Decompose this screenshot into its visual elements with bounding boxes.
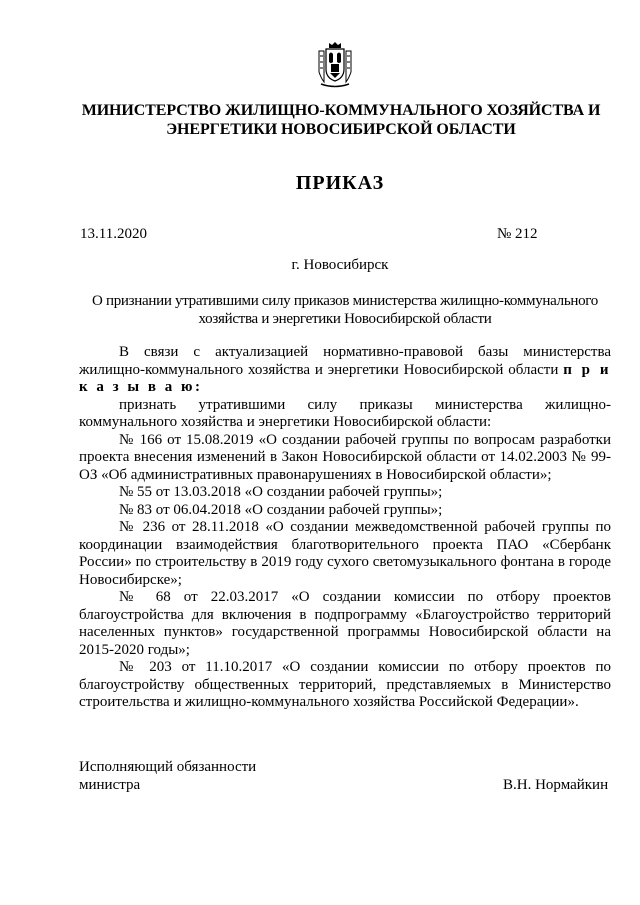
- order-city: г. Новосибирск: [291, 257, 389, 273]
- intro-text: В связи с актуализацией нормативно-правовой базы министерства жилищно-коммунального хозяйства и энергетики Новосибирской области: [79, 344, 611, 378]
- coat-of-arms-icon: [317, 42, 353, 88]
- decision-paragraph: признать утратившими силу приказы министерства жилищно-коммунального хозяйства и энергетики Новосибирской области:: [79, 396, 611, 430]
- order-number: № 212: [497, 226, 538, 242]
- ministry-name: [60, 101, 622, 139]
- order-date: 13.11.2020: [80, 226, 147, 242]
- document-title: ПРИКАЗ: [295, 172, 385, 194]
- ministry-name-line1: МИНИСТЕРСТВО ЖИЛИЩНО-КОММУНАЛЬНОГО ХОЗЯЙСТВА И: [81, 102, 601, 119]
- intro-paragraph: [79, 344, 611, 397]
- signatory-position-line1: Исполняющий обязанности: [79, 759, 257, 775]
- list-item: № 55 от 13.03.2018 «О создании рабочей группы»;: [119, 484, 443, 500]
- list-item: № 68 от 22.03.2017 «О создании комиссии по отбору проектов благоустройства для включения в подпрограмму «Благоустройство территорий населенных пунктов» государственной программы Новосибирской области на 2015-2020 годы»;: [79, 589, 611, 658]
- signatory-position-line2: министра: [79, 777, 141, 793]
- order-word: п р и к а з ы в а ю:: [79, 361, 611, 395]
- signatory-name: В.Н. Нормайкин: [503, 777, 609, 793]
- order-subject: О признании утратившими силу приказов министерства жилищно-коммунального хозяйства и энергетики Новосибирской области: [92, 293, 598, 327]
- signatory-position: [79, 758, 256, 794]
- list-item: № 203 от 11.10.2017 «О создании комиссии по отбору проектов по благоустройству общественных территорий, представляемых в Министерство строительства и жилищно-коммунального хозяйства Российской Федерации».: [79, 659, 611, 710]
- list-item: № 83 от 06.04.2018 «О создании рабочей группы»;: [119, 501, 443, 518]
- list-item: № 236 от 28.11.2018 «О создании межведомственной рабочей группы по координации взаимодействия благотворительного проекта ПАО «Сбербанк России» по строительству в 2019 году сухого светомузыкального фонтана в городе Новосибирске»;: [79, 519, 611, 588]
- ministry-name-line2: ЭНЕРГЕТИКИ НОВОСИБИРСКОЙ ОБЛАСТИ: [166, 121, 516, 138]
- list-item: № 166 от 15.08.2019 «О создании рабочей группы по вопросам разработки проекта внесения изменений в Закон Новосибирской области от 14.02.2003 № 99-ОЗ «Об административных правонарушениях в Новосибирской области»;: [79, 431, 611, 483]
- order-body: [79, 344, 611, 712]
